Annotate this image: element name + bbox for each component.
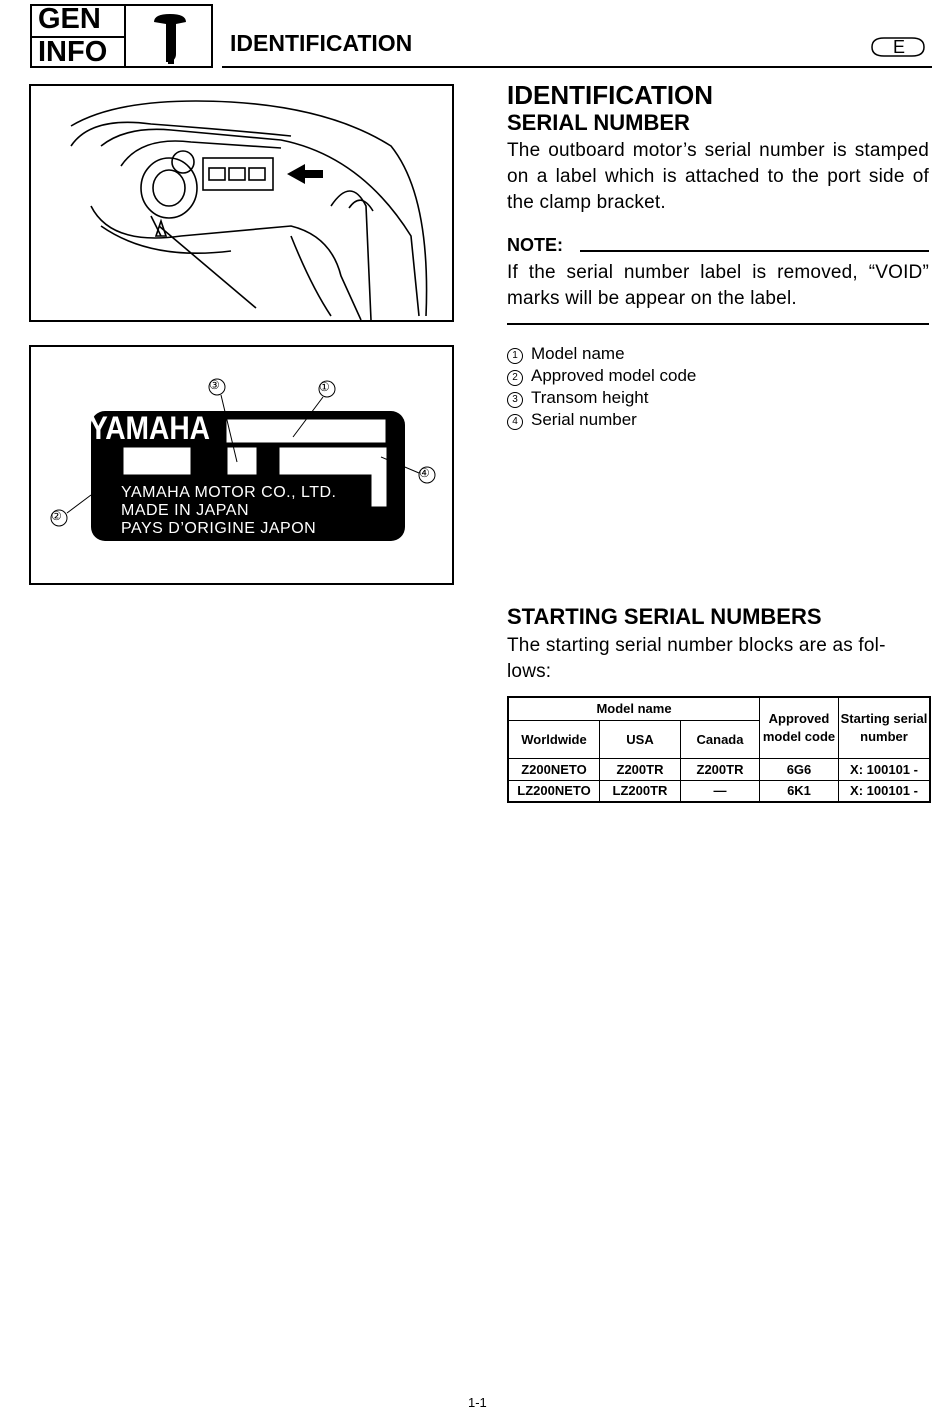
table-cell: Z200TR [600, 758, 681, 780]
clamp-bracket-drawing [31, 86, 452, 320]
table-col-usa: USA [600, 720, 681, 758]
table-row [508, 780, 930, 802]
table-cell: Z200TR [681, 758, 760, 780]
clamp-bracket-figure [29, 84, 454, 322]
section-tab-gen: GEN [38, 3, 101, 35]
legend-number: 4 [507, 414, 523, 430]
callout-4: ④ [419, 466, 430, 480]
note-label: NOTE: [507, 235, 563, 255]
label-line2: MADE IN JAPAN [121, 502, 249, 519]
note-end-rule [507, 323, 929, 325]
label-line1: YAMAHA MOTOR CO., LTD. [121, 484, 337, 501]
table-cell: LZ200NETO [508, 780, 600, 802]
starting-serial-heading: STARTING SERIAL NUMBERS [507, 604, 822, 629]
header-rule [222, 66, 932, 68]
legend-label: Serial number [531, 410, 637, 429]
table-cell: 6K1 [760, 780, 839, 802]
table-cell: — [681, 780, 760, 802]
serial-label-drawing [31, 347, 452, 583]
label-text [121, 484, 336, 538]
table-row [508, 758, 930, 780]
legend-label: Approved model code [531, 366, 697, 385]
callout-1: ① [319, 380, 330, 394]
serial-number-heading: SERIAL NUMBER [507, 110, 690, 135]
legend-item [507, 365, 696, 387]
identification-heading: IDENTIFICATION [507, 80, 714, 110]
table-group-header: Model name [508, 697, 760, 720]
label-line3: PAYS D’ORIGINE JAPON [121, 520, 317, 537]
table-header-row [508, 697, 930, 720]
serial-number-text: The outboard motor’s serial number is stamped on a label which is attached to the port side of the clamp bracket. [507, 140, 929, 213]
legend-item [507, 387, 696, 409]
figure-legend [507, 343, 696, 431]
note-text: If the serial number label is removed, “VOID” marks will be appear on the label. [507, 262, 929, 309]
legend-label: Transom height [531, 388, 649, 407]
table-cell: Z200NETO [508, 758, 600, 780]
serial-label-figure [29, 345, 454, 585]
legend-label: Model name [531, 344, 625, 363]
table-cell: X: 100101 - [839, 780, 931, 802]
table-col-starting: Starting serial number [839, 697, 931, 758]
callout-3: ③ [209, 378, 220, 392]
table-col-approved: Approved model code [760, 697, 839, 758]
callout-2: ② [51, 509, 62, 523]
table-cell: 6G6 [760, 758, 839, 780]
note-rule [580, 250, 929, 252]
language-badge: E [892, 37, 905, 57]
table-col-canada: Canada [681, 720, 760, 758]
legend-item [507, 343, 696, 365]
outboard-motor-icon [148, 10, 192, 66]
page-number: 1-1 [468, 1395, 487, 1410]
page-title: IDENTIFICATION [230, 30, 413, 56]
legend-number: 2 [507, 370, 523, 386]
table-cell: LZ200TR [600, 780, 681, 802]
legend-number: 1 [507, 348, 523, 364]
legend-item [507, 409, 696, 431]
section-tab-info: INFO [38, 36, 108, 68]
table-cell: X: 100101 - [839, 758, 931, 780]
starting-serial-text: The starting serial number blocks are as fol- lows: [507, 635, 886, 682]
table-col-worldwide: Worldwide [508, 720, 600, 758]
section-tab-separator [124, 4, 126, 68]
legend-number: 3 [507, 392, 523, 408]
starting-serial-table [507, 696, 931, 803]
label-brand: YAMAHA [89, 410, 210, 446]
